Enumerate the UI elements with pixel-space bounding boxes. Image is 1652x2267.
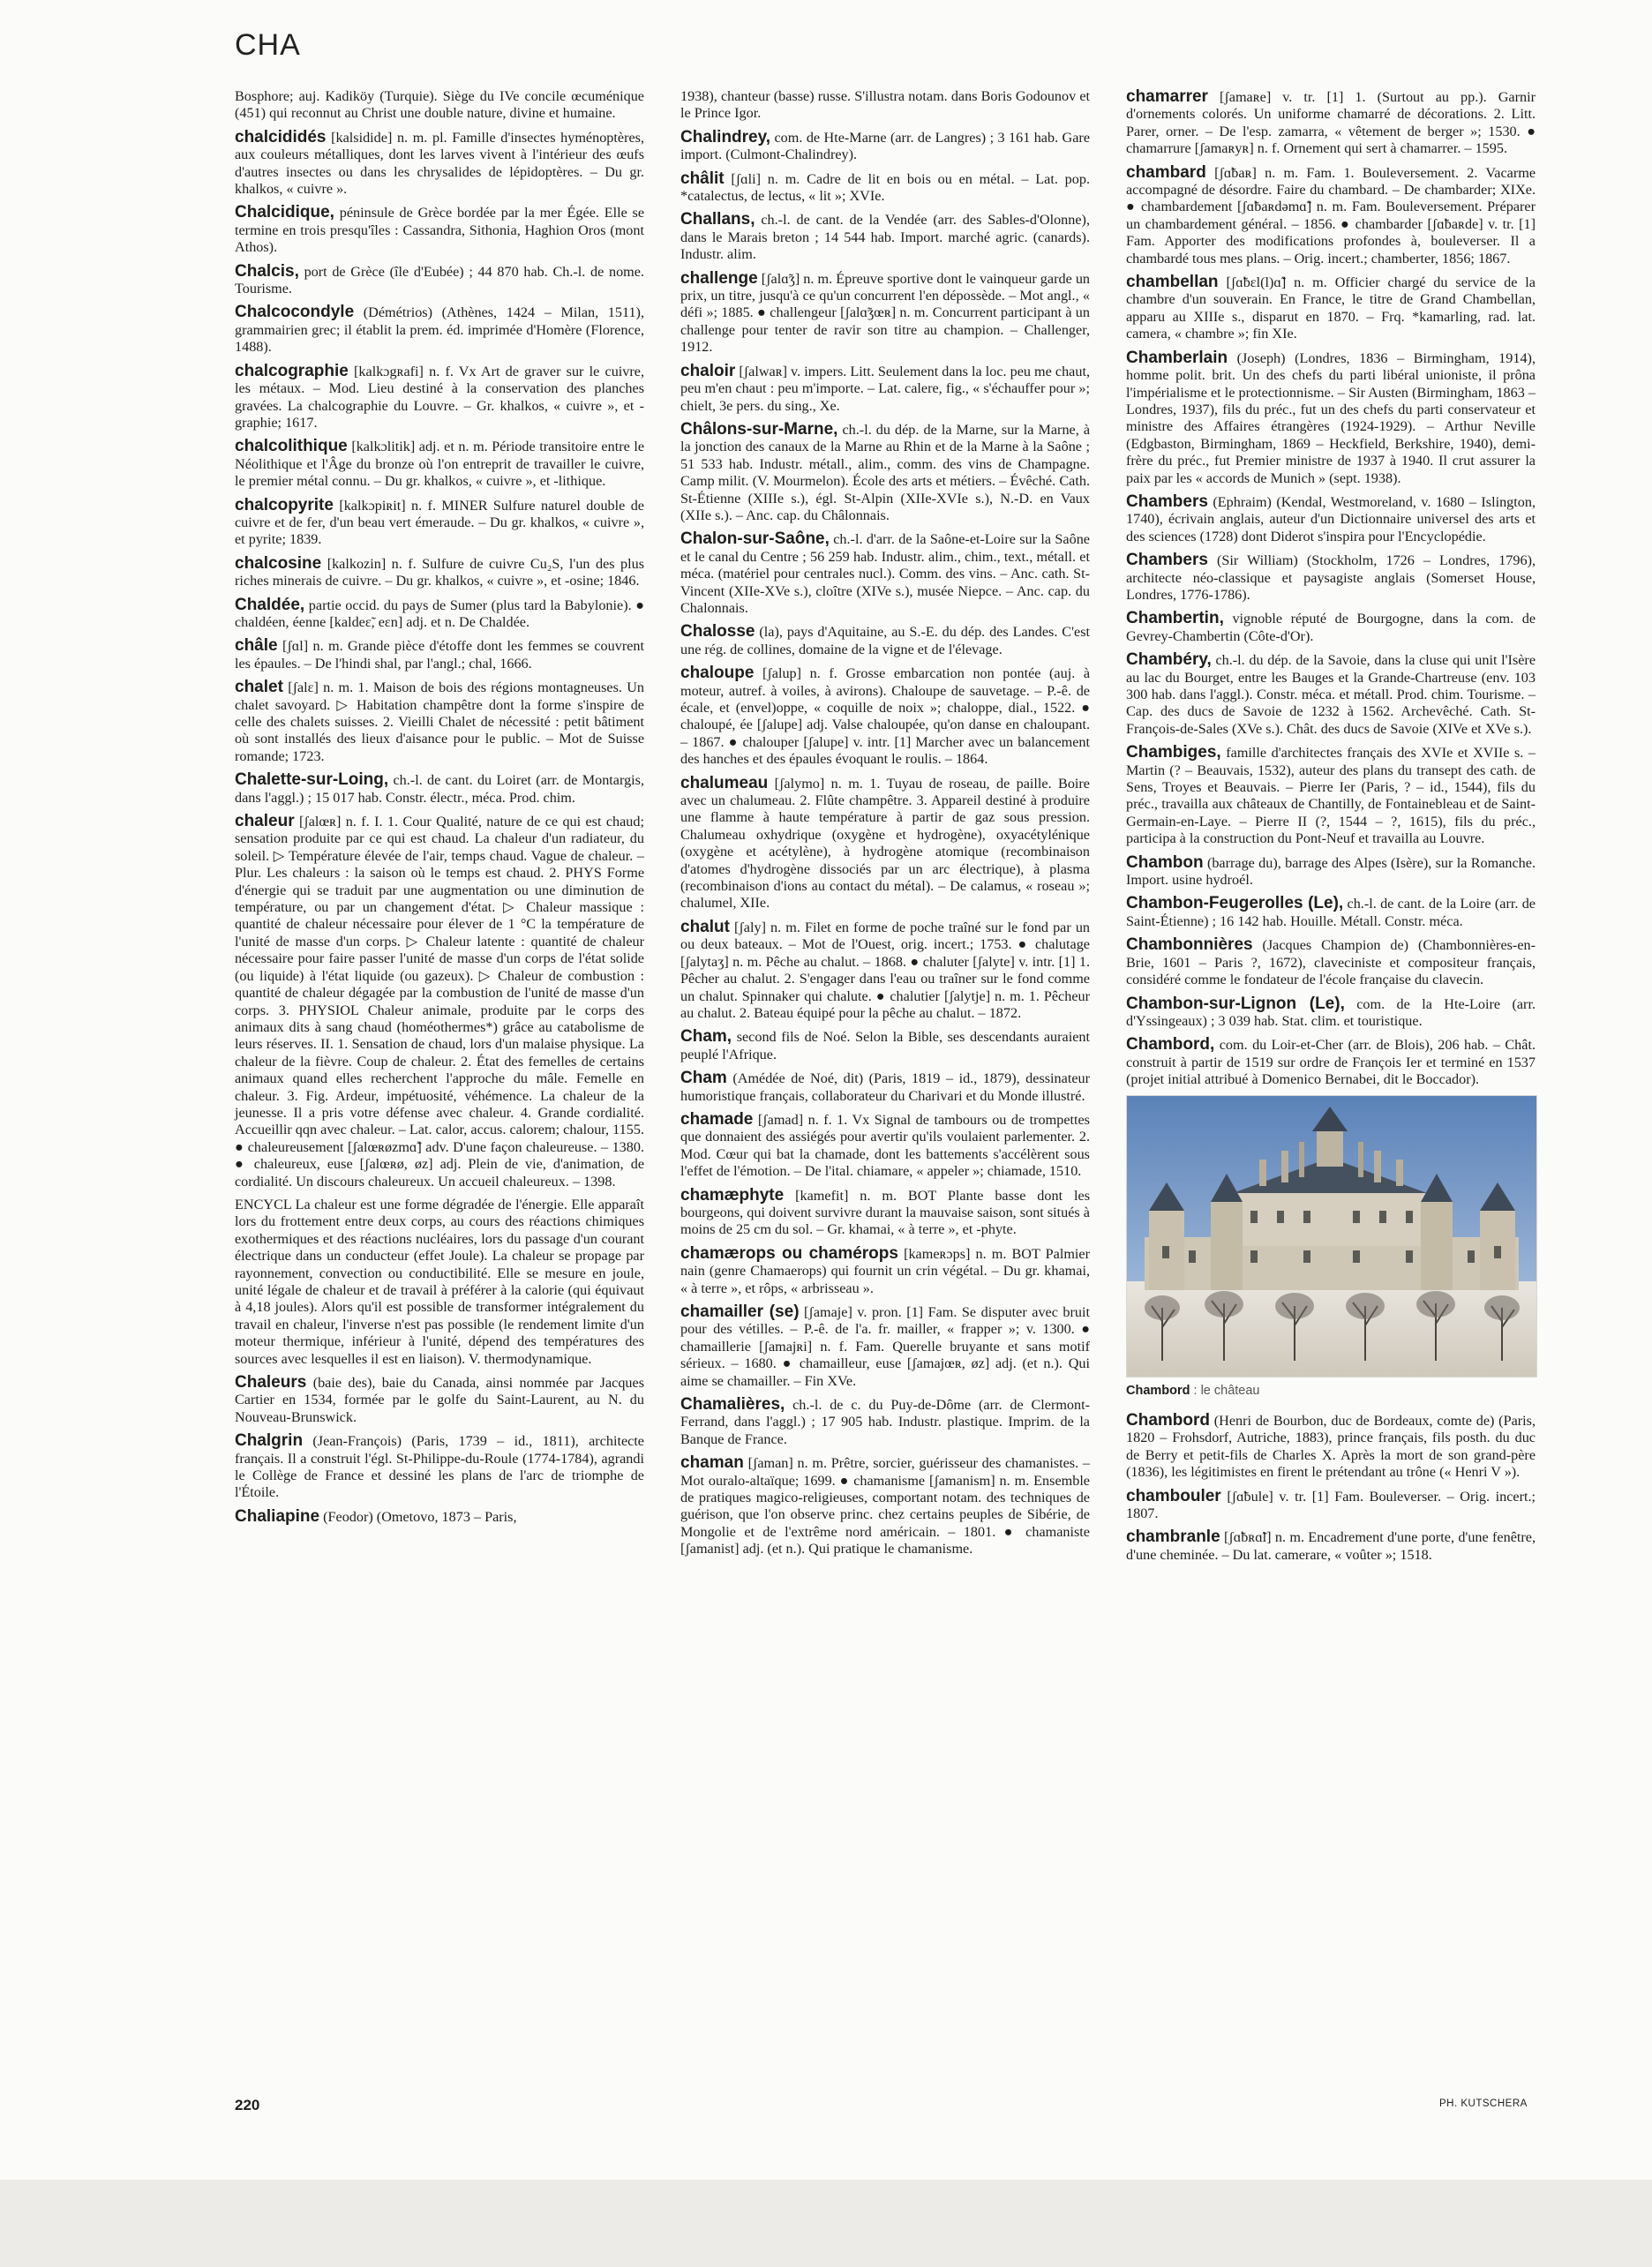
dictionary-entry	[235, 637, 644, 672]
dictionary-entry	[680, 88, 1090, 123]
dictionary-entry	[1126, 610, 1536, 645]
entry-headword: Chamalières,	[680, 1395, 785, 1415]
entry-definition: [ʃɑl] n. m. Grande pièce d'étoffe dont les femmes se couvrent les épaules. – De l'hindi shal, par l'angl.; chal, 1666.	[235, 638, 644, 672]
column-3	[1126, 88, 1536, 2118]
dictionary-entry	[235, 1432, 644, 1502]
entry-headword: Chambon-sur-Lignon (Le),	[1126, 994, 1345, 1013]
entry-definition: com. de la Hte-Loire (arr. d'Yssingeaux) ; 3 039 hab. Stat. clim. et touristique.	[1126, 995, 1536, 1029]
entry-definition: [ʃɑ̃bule] v. tr. [1] Fam. Bouleverser. – Orig. incert.; 1807.	[1126, 1488, 1536, 1521]
entry-headword: Chalgrin	[235, 1431, 304, 1451]
entry-definition: [ʃalɑ̃ʒ] n. m. Épreuve sportive dont le vainqueur garde un prix, un titre, jusqu'à ce qu'un concurrent l'en dépossède. – Mot angl., « défi »; 1885. ● challengeur [ʃalɑ̃ʒœʀ] n. m. Concurrent participant à un challenge pour tenter de ravir son titre au champion. – Challenger, 1912.	[680, 270, 1091, 356]
dictionary-entry	[235, 555, 644, 590]
dictionary-entry	[1126, 651, 1536, 738]
dictionary-entry	[680, 1396, 1090, 1448]
entry-definition: port de Grèce (île d'Eubée) ; 44 870 hab. Ch.-l. de nome. Tourisme.	[235, 263, 645, 297]
dictionary-entry	[680, 1187, 1090, 1239]
photo-credit: PH. KUTSCHERA	[1439, 2098, 1528, 2109]
dictionary-entry	[235, 1508, 644, 1526]
dictionary-entry	[680, 1245, 1090, 1297]
entry-headword: Châlons-sur-Marne,	[680, 419, 838, 439]
entry-definition: ch.-l. d'arr. de la Saône-et-Loire sur la Saône et le canal du Centre ; 56 259 hab. Industr. alim., chim., text., métall. et méca. (matériel pour centrales nucl.). Comm. des vins. – Anc. cath. St-Vincent (XIIe-XVe s.), cloître (XIVe s.), musée Niepce. – Anc. cap. du Chalonnais.	[680, 531, 1090, 616]
dictionary-entry	[235, 1374, 644, 1426]
column-1	[235, 88, 644, 2065]
dictionary-entry	[235, 679, 644, 765]
entry-definition: [ʃɑ̃baʀ] n. m. Fam. 1. Bouleversement. 2. Vacarme accompagné de désordre. Faire du chambard. – De chambarder; XIXe. ● chambardement [ʃɑ̃baʀdəmɑ̃] n. m. Fam. Bouleversement. Préparer un chambardement général. – 1856. ● chambarder [ʃɑ̃baʀde] v. tr. [1] Fam. Apporter des modifications profondes à, bouleverser. Il a chambardé tous mes plans. – Orig. incert.; chamberter, 1856; 1867.	[1126, 164, 1536, 266]
dictionary-entry	[680, 170, 1090, 206]
dictionary-entry	[1126, 1528, 1536, 1564]
entry-definition: partie occid. du pays de Sumer (plus tard la Babylonie). ● chaldéen, éenne [kaldeɛ̃, eɛn] adj. et n. De Chaldée.	[235, 597, 645, 630]
entry-headword: Chalcidique,	[235, 203, 334, 222]
dictionary-entry	[235, 771, 644, 807]
dictionary-entry	[1126, 995, 1536, 1031]
dictionary-entry	[680, 1070, 1090, 1105]
entry-definition: com. de Hte-Marne (arr. de Langres) ; 3 161 hab. Gare import. (Culmont-Chalindrey).	[680, 129, 1091, 163]
entry-headword: Chambertin,	[1126, 609, 1224, 628]
entry-definition: (Joseph) (Londres, 1836 – Birmingham, 1914), homme polit. brit. Un des chefs du parti libéral unioniste, il prôna l'impérialisme et le protectionnisme. – Sir Austen (Birmingham, 1863 – Londres, 1937), fils du préc., fut un des chefs du parti conservateur et ministre des Affaires étrangères (1924-1929). – Arthur Neville (Edgbaston, Birmingham, 1869 – Heckfield, Berkshire, 1940), demi-frère du préc., fut Premier ministre de 1937 à 1940. Il crut assurer la paix par les « accords de Munich » (sept. 1938).	[1126, 349, 1536, 486]
dictionary-entry	[235, 129, 644, 199]
entry-definition: second fils de Noé. Selon la Bible, ses descendants auraient peuplé l'Afrique.	[680, 1029, 1090, 1062]
entry-headword: chaman	[680, 1453, 744, 1473]
dictionary-entry	[235, 597, 644, 632]
entry-definition: ch.-l. de cant. de la Vendée (arr. des Sables-d'Olonne), dans le Marais breton ; 14 544 hab. Import. marché agric. (canards). Industr. alim.	[680, 212, 1090, 263]
dictionary-entry	[1126, 936, 1536, 988]
entry-headword: châlit	[680, 169, 725, 188]
entry-headword: chalcographie	[235, 361, 349, 380]
entry-headword: Chambers	[1126, 551, 1208, 570]
entry-definition: ENCYCL La chaleur est une forme dégradée de l'énergie. Elle apparaît lors du frottement entre deux corps, au cours des réactions chimiques exothermiques et des réactions nucléaires, lors du passage d'un courant électrique dans un conducteur (effet Joule). La chaleur se propage par rayonnement, convection ou conductibilité. Elle se mesure en joule, unité légale de chaleur et de travail à préférer à la calorie (qui équivaut à 4,18 joules). Alors qu'il est possible de transformer intégralement du travail en chaleur, l'inverse n'est pas possible (le rendement limite d'un moteur thermique, inférieur à l'unité, dépend des températures des sources avec lesquelles il est en liaison). V. thermodynamique.	[235, 1196, 644, 1367]
entry-headword: Chalindrey,	[680, 127, 771, 146]
dictionary-entry	[235, 813, 644, 1190]
entry-definition: (Henri de Bourbon, duc de Bordeaux, comte de) (Paris, 1820 – Frohsdorf, Autriche, 1883), prince français, fils posth. du duc de Berry et petit-fils de Charles X. Après la mort de son grand-père (1836), les légitimistes en firent le prétendant au trône (« Henri V »).	[1126, 1412, 1536, 1481]
entry-definition: (Ephraim) (Kendal, Westmoreland, v. 1680 – Islington, 1740), écrivain anglais, auteur d'un Dictionnaire universel des arts et des sciences (1728) dont Diderot s'inspira pour l'Encyclopédie.	[1126, 493, 1536, 544]
dictionary-entry	[680, 211, 1090, 263]
entry-headword: chalcopyrite	[235, 495, 334, 514]
entry-definition: (la), pays d'Aquitaine, au S.-E. du dép. des Landes. C'est une rég. de collines, domaine de la vigne et de l'élevage.	[680, 624, 1091, 657]
entry-headword: chambranle	[1126, 1528, 1220, 1547]
entry-headword: chalcididés	[235, 127, 327, 146]
entry-headword: Chambon-Feugerolles (Le),	[1126, 894, 1344, 913]
entry-definition: (barrage du), barrage des Alpes (Isère), sur la Romanche. Import. usine hydroél.	[1126, 854, 1536, 889]
chateau-photo	[1126, 1095, 1537, 1377]
entry-headword: Chalcocondyle	[235, 303, 355, 322]
entry-headword: Chalosse	[680, 622, 755, 642]
entry-definition: ch.-l. de cant. de la Loire (arr. de Saint-Étienne) ; 16 142 hab. Houille. Métall. Constr. méca.	[1126, 896, 1536, 929]
entry-headword: Chaldée,	[235, 595, 305, 614]
entry-headword: châle	[235, 636, 278, 656]
entry-definition: [ʃalɛ] n. m. 1. Maison de bois des régions montagneuses. Un chalet savoyard. ▷ Habitation champêtre dont la forme s'inspire de celle des chalets suisses. 2. Vieilli Chalet de nécessité : petit bâtiment où sont installés des lieux d'aisance pour le public. – Mot de Suisse romande; 1723.	[235, 679, 644, 764]
dictionary-entry	[680, 530, 1090, 617]
dictionary-entry	[680, 129, 1090, 164]
entry-definition: (baie des), baie du Canada, ainsi nommée par Jacques Cartier en 1534, formée par le golfe du Saint-Laurent, au N. du Nouveau-Brunswick.	[235, 1375, 644, 1425]
entry-headword: Chalcis,	[235, 261, 299, 281]
entry-definition: [ʃalymo] n. m. 1. Tuyau de roseau, de paille. Boire avec un chalumeau. 2. Flûte champêtre. 3. Appareil destiné à produire une flamme à haute température à partir de gaz sous pression. Chalumeau oxhydrique (oxygène et hydrogène), oxyacétylénique (oxygène et acétylène), à hydrogène atomique (recombinaison d'atomes d'hydrogène dissociés par un arc électrique), à plasma (recombinaison d'ions au contact du métal). – De calamus, « roseau »; chalumel, XIIe.	[680, 775, 1090, 912]
dictionary-entry	[680, 623, 1090, 658]
entry-headword: chalcosine	[235, 553, 322, 573]
entry-definition: [ʃɑ̃bɛl(l)ɑ̃] n. m. Officier chargé du service de la chambre d'un souverain. En France, le titre de Grand Chambellan, apparu au XIIIe s., disparut en 1870. – Frq. *kamarling, rad. lat. camera, « chambre »; fin XIe.	[1126, 274, 1536, 342]
entry-definition: (Amédée de Noé, dit) (Paris, 1819 – id., 1879), dessinateur humoristique français, collaborateur du Charivari et du Monde illustré.	[680, 1070, 1091, 1104]
entry-headword: chamarrer	[1126, 87, 1208, 106]
column-3-bottom-entries	[1126, 1412, 1536, 1564]
dictionary-entry	[680, 1111, 1090, 1181]
entry-headword: Chambiges,	[1126, 743, 1221, 762]
entry-headword: Cham,	[680, 1027, 732, 1047]
dictionary-entry	[1126, 88, 1536, 158]
entry-headword: Chambéry,	[1126, 650, 1212, 670]
entry-definition: (Jacques Champion de) (Chambonnières-en-Brie, 1601 – Paris ?, 1672), claveciniste et compositeur français, considéré comme le fondateur de l'école française du clavecin.	[1126, 937, 1536, 988]
dictionary-entry	[680, 363, 1090, 415]
entry-definition: [ʃaly] n. m. Filet en forme de poche traîné sur le fond par un ou deux bateaux. – Mot de l'Ouest, orig. incert.; 1753. ● chalutage [ʃalytaʒ] n. m. Pêche au chalut. – 1868. ● chaluter [ʃalyte] v. intr. [1] 1. Pêcher au chalut. 2. S'engager dans l'eau ou traîner sur le fond comme un chalut. Spinnaker qui chalute. ● chalutier [ʃalytje] n. m. 1. Pêcheur au chalut. 2. Bateau équipé pour la pêche au chalut. – 1872.	[680, 919, 1091, 1021]
dictionary-entry	[1126, 274, 1536, 343]
dictionary-entry	[1126, 1488, 1536, 1523]
entry-definition: péninsule de Grèce bordée par la mer Égée. Elle se termine en trois presqu'îles : Cassandra, Sithonia, Haghion Oros (mont Athos).	[235, 205, 645, 256]
dictionary-entry	[235, 263, 644, 298]
entry-definition: [kalkozin] n. f. Sulfure de cuivre Cu₂S, l'un des plus riches minerais de cuivre. – Du gr. khalkos, « cuivre », et -osine; 1846.	[235, 555, 645, 589]
dictionary-entry	[1126, 1412, 1536, 1482]
entry-headword: chamailler (se)	[680, 1302, 800, 1321]
entry-headword: Chambord	[1126, 1410, 1210, 1430]
entry-definition: ch.-l. de c. du Puy-de-Dôme (arr. de Clermont-Ferrand, dans l'aggl.) ; 17 905 hab. Industr. plastique. Imprim. de la Banque de France.	[680, 1397, 1091, 1447]
entry-definition: [kalkɔlitik] adj. et n. m. Période transitoire entre le Néolithique et l'Âge du bronze où l'on entreprit de travailler le cuivre, le premier métal connu. – Du gr. khalkos, « cuivre », et -lithique.	[235, 439, 645, 490]
entry-definition: [ʃɑ̃bʀɑ̃l] n. m. Encadrement d'une porte, d'une fenêtre, d'une cheminée. – Du lat. camerare, « voûter »; 1518.	[1126, 1529, 1536, 1563]
dictionary-entry	[1126, 854, 1536, 890]
running-head: CHA	[235, 28, 301, 62]
entry-headword: Chambon	[1126, 852, 1204, 872]
entry-definition: [ʃamad] n. f. 1. Vx Signal de tambours ou de trompettes que donnaient des assiégés pour avertir qu'ils voulaient parlementer. 2. Mod. Cœur qui bat la chamade, dont les battements s'accélèrent sous l'effet de l'émotion. – De l'ital. chiamare, « appeler »; chiamade, 1510.	[680, 1111, 1090, 1180]
dictionary-entry	[680, 270, 1090, 357]
entry-definition: [ʃaman] n. m. Prêtre, sorcier, guérisseur des chamanistes. – Mot ouralo-altaïque; 1699. ● chamanisme [ʃamanism] n. m. Ensemble de pratiques magico-religieuses, comportant notam. des techniques de guérison, que l'on observe princ. chez certains peuples de Sibérie, de Mongolie et de l'extrême nord américain. – 1801. ● chamaniste [ʃamanist] adj. (et n.). Qui pratique le chamanisme.	[680, 1455, 1090, 1558]
dictionary-entry	[680, 421, 1090, 524]
entry-headword: chalcolithique	[235, 437, 348, 456]
dictionary-entry	[235, 363, 644, 432]
dictionary-entry	[235, 304, 644, 356]
entry-headword: chamade	[680, 1109, 754, 1129]
entry-headword: chambouler	[1126, 1486, 1221, 1505]
dictionary-entry	[1126, 895, 1536, 930]
chambord-chateau-illustration	[1127, 1096, 1536, 1377]
dictionary-entry	[235, 497, 644, 549]
dictionary-entry	[235, 204, 644, 256]
entry-definition: famille d'architectes français des XVIe et XVIIe s. – Martin (? – Beauvais, 1532), auteur des plans du transept des cath. de Sens, Troyes et Beauvais. – Pierre Ier (Paris, ? – id., 1544), fils du préc., travailla aux châteaux de Chantilly, de Fontainebleau et de Saint-Germain-en-Laye. – Pierre II (?, 1544 – ?, 1615), fils du préc., participa à la construction du Pont-Neuf et travailla au Louvre.	[1126, 745, 1536, 847]
dictionary-entry	[1126, 744, 1536, 847]
entry-definition: (Sir William) (Stockholm, 1726 – Londres, 1796), architecte néo-classique et paysagiste anglais (Somerset House, Londres, 1776-1786).	[1126, 552, 1536, 603]
entry-definition: [kameʀɔps] n. m. BOT Palmier nain (genre Chamaerops) qui fournit un crin végétal. – Du gr. khamai, « à terre », et rôps, « arbrisseau ».	[680, 1245, 1091, 1296]
entry-definition: [kalkɔgʀafi] n. f. Vx Art de graver sur le cuivre, les métaux. – Mod. Lieu destiné à la conservation des planches gravées. La chalcographie du Louvre. – Gr. khalkos, « cuivre », et -graphie; 1617.	[235, 363, 645, 431]
entry-headword: Chalette-sur-Loing,	[235, 770, 389, 790]
column-2	[680, 88, 1090, 2100]
scan-margin	[0, 2180, 1652, 2267]
entry-definition: [ʃalwaʀ] v. impers. Litt. Seulement dans la loc. peu me chaut, peu m'en chaut : peu m'importe. – Lat. calere, fig., « s'échauffer pour »; chielt, 3e pers. du sing., Xe.	[680, 363, 1090, 414]
dictionary-entry	[1126, 552, 1536, 604]
entry-headword: Chambers	[1126, 492, 1208, 511]
entry-definition: ch.-l. de cant. du Loiret (arr. de Montargis, dans l'aggl.) ; 15 017 hab. Constr. électr., méca. Prod. chim.	[235, 772, 645, 806]
dictionary-entry	[680, 775, 1090, 912]
entry-headword: chaleur	[235, 812, 295, 831]
dictionary-entry	[680, 1028, 1090, 1063]
entry-definition: [ʃamaʀe] v. tr. [1] 1. (Surtout au pp.). Garnir d'ornements colorés. Un uniforme chamarré de décorations. 2. Litt. Parer, orner. – De l'esp. zamarra, « vêtement de berger »; 1530. ● chamarrure [ʃamaʀyʀ] n. f. Ornement qui sert à chamarrer. – 1595.	[1126, 89, 1536, 157]
entry-definition: (Démétrios) (Athènes, 1424 – Milan, 1511), grammairien grec; il établit la prem. éd. imprimée d'Homère (Florence, 1488).	[235, 304, 644, 356]
dictionary-entry	[235, 438, 644, 490]
entry-definition: (Jean-François) (Paris, 1739 – id., 1811), architecte français. Il a construit l'égl. St-Philippe-du-Roule (1774-1784), agrandi le Collège de France et dessiné les plans de l'arc de triomphe de l'Étoile.	[235, 1433, 644, 1501]
entry-headword: chaloir	[680, 361, 736, 380]
entry-definition: vignoble réputé de Bourgogne, dans la com. de Gevrey-Chambertin (Côte-d'Or).	[1126, 611, 1536, 644]
entry-definition: (Feodor) (Ometovo, 1873 – Paris,	[323, 1508, 517, 1525]
entry-definition: [kalsidide] n. m. pl. Famille d'insectes hyménoptères, aux couleurs métalliques, dont les larves vivent à l'intérieur des œufs d'autres insectes ou dans les chrysalides de lépidoptères. – Du gr. khalkos, « cuivre ».	[235, 129, 645, 198]
entry-headword: Cham	[680, 1069, 727, 1088]
dictionary-entry	[1126, 1036, 1536, 1088]
column-3-top-entries	[1126, 88, 1536, 1089]
entry-definition: [ʃamaje] v. pron. [1] Fam. Se disputer avec bruit pour des vétilles. – P.-ê. de l'a. fr. mailler, « frapper »; v. 1300. ● chamaillerie [ʃamajʀi] n. f. Fam. Querelle bruyante et sans motif sérieux. – 1680. ● chamailleur, euse [ʃamajœʀ, øz] adj. (et n.). Qui aime se chamailler. – Fin XVe.	[680, 1304, 1090, 1389]
entry-definition: ch.-l. du dép. de la Marne, sur la Marne, à la jonction des canaux de la Marne au Rhin et de la Marne à la Saône ; 51 533 hab. Industr. métall., alim., comm. des vins de Champagne. Camp milit. (V. Mourmelon). École des arts et métiers. – Évêché. Cath. St-Étienne (XIIIe s.), égl. St-Alpin (XIIe-XVIe s.), N.-D. en Vaux (XIIe s.). – Anc. cap. du Châlonnais.	[680, 421, 1091, 523]
entry-headword: chalet	[235, 678, 283, 697]
entry-headword: Challans,	[680, 210, 755, 229]
entry-headword: chambellan	[1126, 273, 1219, 292]
dictionary-entry	[235, 1197, 644, 1368]
entry-definition: [kamefit] n. m. BOT Plante basse dont les bourgeons, qui doivent survivre durant la mauvaise saison, sont situés à moins de 25 cm du sol. – Gr. khamai, « à terre », et -phyte.	[680, 1187, 1091, 1238]
entry-headword: chamæphyte	[680, 1185, 785, 1205]
entry-definition: [kalkɔpiʀit] n. f. MINER Sulfure naturel double de cuivre et de fer, d'un beau vert émeraude. – Du gr. khalkos, « cuivre », et pyrite; 1839.	[235, 497, 644, 548]
entry-headword: Chaleurs	[235, 1373, 307, 1392]
page-number: 220	[235, 2097, 260, 2113]
dictionary-entry	[1126, 493, 1536, 545]
caption-subtitle: : le château	[1190, 1383, 1260, 1398]
entry-definition: com. du Loir-et-Cher (arr. de Blois), 206 hab. – Chât. construit à partir de 1519 sur ordre de François Ier et terminé en 1537 (projet initial attribué à Domenico Bernabei, dit le Boccador).	[1126, 1037, 1536, 1088]
entry-definition: [ʃalœʀ] n. f. I. 1. Cour Qualité, nature de ce qui est chaud; sensation produite par ce qui est chaud. La chaleur d'un radiateur, du soleil. ▷ Température élevée de l'air, temps chaud. Vague de chaleur. – Plur. Les chaleurs : la saison où le temps est chaud. 2. PHYS Forme d'énergie qui se traduit par une augmentation ou une diminution de température, ou par un changement d'état. ▷ Chaleur massique : quantité de chaleur nécessaire pour élever de 1 °C la température de l'unité de masse d'un corps. ▷ Chaleur latente : quantité de chaleur nécessaire pour faire passer l'unité de masse d'un corps de l'état solide (ou liquide) à l'état liquide (ou gazeux). ▷ Chaleur de combustion : quantité de chaleur dégagée par la combustion de l'unité de masse d'un corps. 3. PHYSIOL Chaleur animale, produite par le corps des animaux dits à sang chaud (homéothermes*) grâce au catabolisme de leurs réserves. II. 1. Sensation de chaud, lors d'un malaise physique. La chaleur de la fièvre. Coup de chaleur. 2. État des femelles de certains animaux quand elles recherchent l'approche du mâle. Femelle en chaleur. 3. Fig. Ardeur, impétuosité, véhémence. La chaleur de la jeunesse. Il a pris votre défense avec chaleur. 4. Grande cordialité. Accueillir qqn avec chaleur. – Lat. calor, accus. calorem; chalour, 1155. ● chaleureusement [ʃalœʀøzmɑ̃] adv. D'une façon chaleureuse. – 1380. ● chaleureux, euse [ʃalœʀø, øz] adj. Plein de vie, d'animation, de cordialité. Un discours chaleureux. Un accueil chaleureux. – 1398.	[235, 814, 644, 1190]
entry-headword: Chamberlain	[1126, 348, 1228, 367]
entry-definition: [ʃalup] n. f. Grosse embarcation non pontée (auj. à moteur, autref. à voiles, à avirons). Chaloupe de sauvetage. – P.-ê. de écale, et (envel)oppe, « coquille de noix »; chaloppe, dial., 1522. ● chaloupé, ée [ʃalupe] adj. Valse chaloupée, qu'on danse en chaloupant. – 1867. ● chalouper [ʃalupe] v. intr. [1] Marcher avec un balancement des hanches et des épaules évoquant le roulis. – 1864.	[680, 665, 1090, 768]
entry-headword: chambard	[1126, 162, 1206, 182]
dictionary-entry	[680, 664, 1090, 768]
entry-headword: Chalon-sur-Saône,	[680, 529, 830, 549]
dictionary-entry	[680, 1454, 1090, 1558]
entry-headword: chamærops ou chamérops	[680, 1243, 898, 1263]
dictionary-entry	[235, 88, 644, 123]
entry-headword: Chaliapine	[235, 1506, 320, 1526]
dictionary-entry	[1126, 349, 1536, 487]
entry-headword: chalumeau	[680, 773, 769, 792]
entry-definition: 1938), chanteur (basse) russe. S'illustra notam. dans Boris Godounov et le Prince Igor.	[680, 88, 1090, 122]
entry-definition: [ʃɑli] n. m. Cadre de lit en bois ou en métal. – Lat. pop. *catalectus, de lectus, « lit »; XVIe.	[680, 170, 1091, 205]
dictionary-entry	[680, 1303, 1090, 1390]
photo-caption	[1126, 1383, 1536, 1400]
entry-headword: challenge	[680, 268, 758, 288]
caption-title: Chambord	[1126, 1383, 1190, 1398]
entry-definition: Bosphore; auj. Kadiköy (Turquie). Siège du IVe concile œcuménique (451) qui reconnut au Christ une double nature, divine et humaine.	[235, 88, 644, 122]
entry-headword: chaloupe	[680, 664, 755, 683]
entry-headword: Chambonnières	[1126, 935, 1253, 955]
entry-definition: ch.-l. du dép. de la Savoie, dans la cluse qui unit l'Isère au lac du Bourget, entre les Bauges et la Grande-Chartreuse (env. 103 300 hab. dans l'aggl.). Constr. méca. et métall. Prod. chim. Tourisme. – Cap. des ducs de Savoie de 1232 à 1562. Archevêché. Cath. St-François-de-Sales (XVe s.). Chât. des ducs de Savoie (XIVe et XVe s.).	[1126, 652, 1536, 737]
entry-headword: chalut	[680, 917, 730, 936]
dictionary-entry	[1126, 164, 1536, 267]
entry-headword: Chambord,	[1126, 1035, 1215, 1055]
dictionary-entry	[680, 919, 1090, 1022]
